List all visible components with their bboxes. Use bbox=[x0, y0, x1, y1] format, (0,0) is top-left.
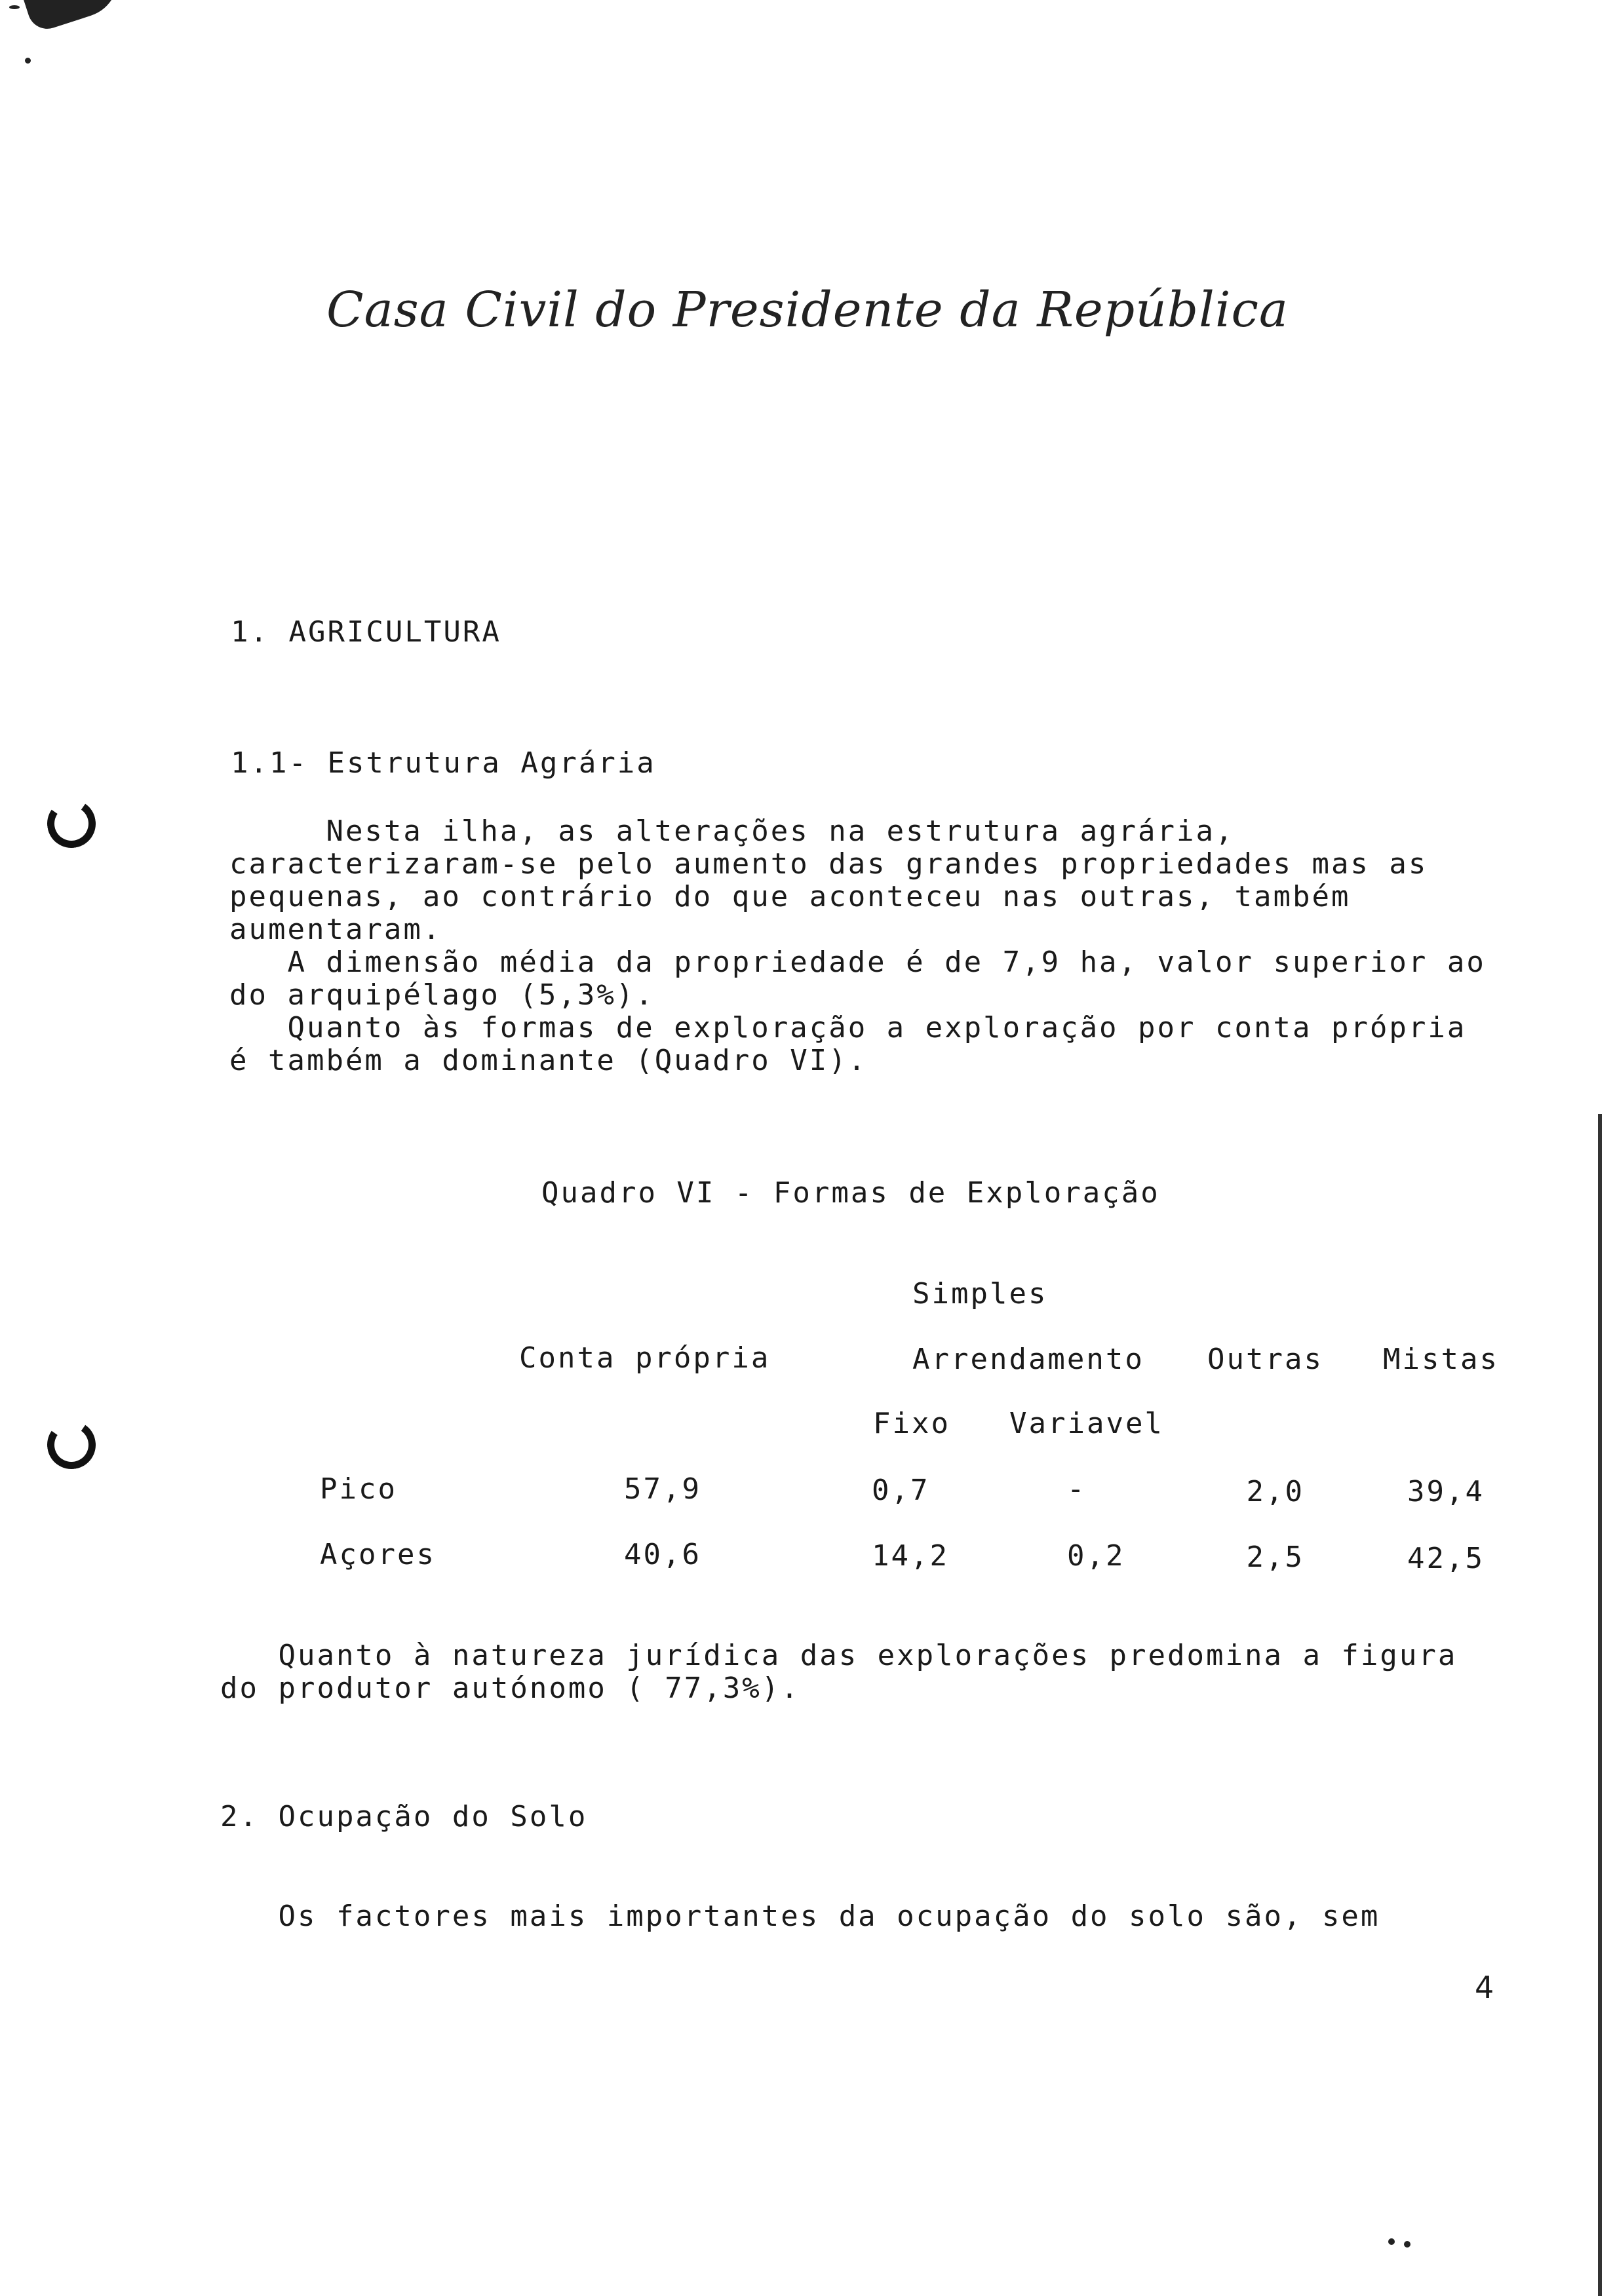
text-line: Quanto às formas de exploração a exploração por conta própria bbox=[229, 1011, 1467, 1044]
table-row-label: Açores bbox=[320, 1538, 436, 1571]
column-header-fixo: Fixo bbox=[873, 1407, 950, 1440]
scan-page-edge bbox=[1598, 1114, 1602, 2296]
letterhead: Casa Civil do Presidente da República bbox=[326, 282, 1289, 338]
table-cell: 0,2 bbox=[1067, 1539, 1125, 1573]
scan-speck bbox=[1404, 2241, 1411, 2248]
scan-corner-mark bbox=[22, 0, 128, 34]
paragraph: Os factores mais importantes da ocupação do solo são, sem bbox=[220, 1900, 1380, 1933]
text-line: Quanto à natureza jurídica das explorações predomina a figura bbox=[220, 1639, 1458, 1672]
scan-speck bbox=[9, 5, 20, 9]
column-header-conta-propria: Conta própria bbox=[519, 1341, 771, 1375]
table-cell: 39,4 bbox=[1407, 1475, 1485, 1508]
text-line: A dimensão média da propriedade é de 7,9 ha, valor superior ao bbox=[229, 946, 1486, 979]
paragraph bbox=[229, 815, 1514, 1077]
table-cell: 42,5 bbox=[1407, 1542, 1485, 1575]
text-line: Nesta ilha, as alterações na estrutura agrária, bbox=[229, 814, 1235, 848]
table-cell: 0,7 bbox=[872, 1474, 930, 1507]
table-group-header: Simples bbox=[912, 1277, 1048, 1311]
paragraph bbox=[220, 1639, 1505, 1705]
page-number: 4 bbox=[1475, 1970, 1494, 2005]
section-heading: 1. AGRICULTURA bbox=[231, 615, 501, 649]
punch-hole-mark bbox=[43, 795, 100, 852]
text-line: do produtor autónomo ( 77,3%). bbox=[220, 1672, 800, 1705]
table-cell: 2,0 bbox=[1246, 1475, 1304, 1508]
text-line: é também a dominante (Quadro VI). bbox=[229, 1044, 868, 1077]
table-cell: 2,5 bbox=[1246, 1540, 1304, 1574]
column-header-arrendamento: Arrendamento bbox=[912, 1343, 1144, 1376]
text-line: do arquipélago (5,3%). bbox=[229, 978, 655, 1012]
column-header-variavel: Variavel bbox=[1009, 1407, 1164, 1440]
table-cell: 40,6 bbox=[624, 1538, 701, 1571]
text-line: pequenas, ao contrário do que aconteceu nas outras, também bbox=[229, 880, 1351, 913]
column-header-outras: Outras bbox=[1207, 1343, 1323, 1376]
table-cell: 14,2 bbox=[872, 1539, 949, 1573]
scan-speck bbox=[25, 58, 31, 64]
table-cell: - bbox=[1067, 1472, 1087, 1506]
table-title: Quadro VI - Formas de Exploração bbox=[541, 1176, 1160, 1210]
text-line: caracterizaram-se pelo aumento das grandes propriedades mas as bbox=[229, 847, 1428, 881]
text-line: aumentaram. bbox=[229, 913, 442, 946]
section-heading: 2. Ocupação do Solo bbox=[220, 1800, 588, 1833]
subsection-heading: 1.1- Estrutura Agrária bbox=[231, 746, 656, 780]
punch-hole-mark bbox=[43, 1417, 100, 1473]
table-row-label: Pico bbox=[320, 1472, 397, 1506]
column-header-mistas: Mistas bbox=[1383, 1343, 1499, 1376]
scan-speck bbox=[1388, 2238, 1395, 2245]
table-cell: 57,9 bbox=[624, 1472, 701, 1506]
